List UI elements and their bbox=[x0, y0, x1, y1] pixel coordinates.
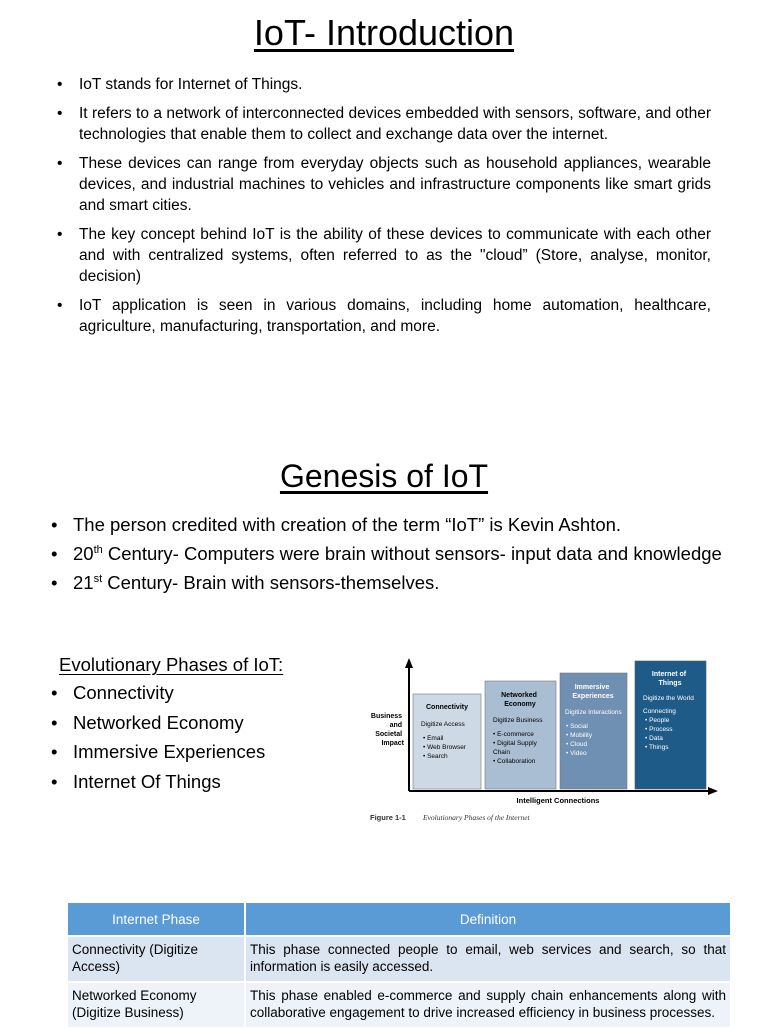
bullet-dot-icon: • bbox=[51, 543, 58, 564]
bullet-dot-icon: • bbox=[51, 572, 58, 593]
genesis-title: Genesis of IoT bbox=[279, 458, 489, 494]
bullet-dot-icon: • bbox=[57, 155, 63, 172]
intro-bullet bbox=[57, 224, 711, 287]
phase-item bbox=[51, 682, 265, 704]
y-axis-arrow-icon bbox=[405, 658, 413, 668]
phase-item bbox=[51, 770, 265, 793]
intro-title: IoT- Introduction bbox=[253, 12, 515, 53]
x-axis-arrow-icon bbox=[708, 787, 718, 795]
figure-caption-number: Figure 1-1 bbox=[370, 813, 406, 822]
bullet-dot-icon: • bbox=[51, 741, 58, 762]
phase-cell: Networked Economy (Digitize Business) bbox=[68, 982, 245, 1028]
svg-text:Digitize Business: Digitize Business bbox=[493, 717, 543, 724]
genesis-bullet-text: Century- Computers were brain without sensors- input data and knowledge bbox=[102, 543, 722, 564]
genesis-bullet-text: Century- Brain with sensors-themselves. bbox=[102, 572, 440, 593]
bullet-dot-icon: • bbox=[51, 770, 58, 792]
phase-item-label: Connectivity bbox=[73, 682, 174, 703]
phase-box-internet-of-things bbox=[635, 661, 706, 789]
table-row bbox=[68, 936, 731, 982]
century-number: 21 bbox=[73, 572, 94, 593]
genesis-bullet bbox=[51, 572, 723, 594]
internet-phase-table bbox=[68, 903, 732, 1029]
phase-item-label: Internet Of Things bbox=[73, 770, 221, 792]
table-header-row bbox=[68, 903, 731, 936]
svg-text:• Email • Web Browser: • Email • Web Browser • Search bbox=[423, 735, 466, 760]
bullet-dot-icon: • bbox=[51, 682, 58, 703]
evolution-phases-figure bbox=[366, 656, 728, 828]
bullet-dot-icon: • bbox=[51, 514, 58, 535]
bullet-dot-icon: • bbox=[57, 76, 63, 93]
table-header-phase: Internet Phase bbox=[68, 903, 245, 936]
phase-item bbox=[51, 741, 266, 763]
genesis-bullet bbox=[51, 543, 723, 565]
genesis-bullet bbox=[51, 514, 723, 536]
y-axis-label: Business and Societal Impact bbox=[370, 713, 404, 747]
definition-cell: This phase connected people to email, web services and search, so that information is easily accessed. bbox=[245, 936, 731, 982]
svg-text:Digitize Interactions: Digitize Interactions bbox=[565, 709, 622, 716]
intro-bullet-text: IoT stands for Internet of Things. bbox=[79, 76, 303, 93]
phase-item-label: Networked Economy bbox=[73, 711, 244, 733]
genesis-bullet-text: The person credited with creation of the term “IoT” is Kevin Ashton. bbox=[73, 514, 622, 535]
intro-bullet bbox=[57, 295, 711, 337]
intro-bullet-text: IoT application is seen in various domains, including home automation, healthcare, agriculture, manufacturing, transportation, and more. bbox=[79, 297, 711, 335]
ordinal-suffix: th bbox=[93, 543, 103, 556]
svg-text:Immersive Experiences: Immersive Experiences bbox=[572, 684, 614, 700]
bullet-dot-icon: • bbox=[57, 297, 63, 314]
svg-text:• E-commerce • Digital S: • E-commerce • Digital Supply Chain • Collaboration bbox=[493, 731, 537, 765]
bullet-dot-icon: • bbox=[57, 226, 63, 243]
bullet-dot-icon: • bbox=[57, 105, 63, 122]
bullet-dot-icon: • bbox=[51, 711, 58, 733]
phases-heading: Evolutionary Phases of IoT: bbox=[59, 654, 284, 675]
svg-text:Connectivity: Connectivity bbox=[425, 704, 469, 711]
intro-bullet-list bbox=[57, 74, 711, 345]
century-number: 20 bbox=[73, 543, 94, 564]
phase-item-label: Immersive Experiences bbox=[73, 741, 266, 762]
phase-box-immersive-experiences bbox=[560, 673, 627, 789]
intro-bullet-text: The key concept behind IoT is the ability of these devices to communicate with each other and with centralized systems, often referred to as the "cloud” (Store, analyse, monitor, decision) bbox=[79, 226, 711, 285]
x-axis-label: Intelligent Connections bbox=[516, 796, 600, 805]
table-header-definition: Definition bbox=[245, 903, 731, 936]
svg-text:Digitize Access: Digitize Access bbox=[421, 721, 465, 728]
intro-bullet bbox=[57, 74, 711, 95]
phase-cell: Connectivity (Digitize Access) bbox=[68, 936, 245, 982]
genesis-bullet-list bbox=[51, 514, 723, 601]
svg-text:Digitize the World: Digitize the World bbox=[643, 695, 694, 702]
table-row bbox=[68, 982, 731, 1028]
phase-box-connectivity bbox=[413, 694, 481, 789]
intro-bullet bbox=[57, 153, 711, 216]
svg-text:• Social • Mobility: • Social • Mobility • Cloud • Video bbox=[566, 723, 593, 757]
svg-text:Connecting • People: Connecting • People • Process • Data • Things bbox=[643, 708, 676, 751]
phase-box-networked-economy bbox=[485, 681, 556, 789]
intro-bullet-text: These devices can range from everyday objects such as household appliances, wearable devices, and industrial machines to vehicles and infrastructure components like smart grids and smart cities. bbox=[79, 155, 711, 214]
figure-caption-text: Evolutionary Phases of the Internet bbox=[423, 813, 530, 822]
svg-text:Internet of Things: Internet of Things bbox=[651, 671, 687, 687]
phases-list bbox=[51, 682, 266, 800]
intro-bullet-text: It refers to a network of interconnected devices embedded with sensors, software, and other technologies that enable them to collect and exchange data over the internet. bbox=[79, 105, 711, 143]
ordinal-suffix: st bbox=[93, 572, 103, 585]
svg-text:Networked Economy: Networked Economy bbox=[501, 692, 537, 708]
intro-bullet bbox=[57, 103, 711, 145]
phase-item bbox=[51, 711, 265, 734]
definition-cell: This phase enabled e-commerce and supply chain enhancements along with collaborative engagement to drive increased efficiency in business processes. bbox=[245, 982, 731, 1028]
